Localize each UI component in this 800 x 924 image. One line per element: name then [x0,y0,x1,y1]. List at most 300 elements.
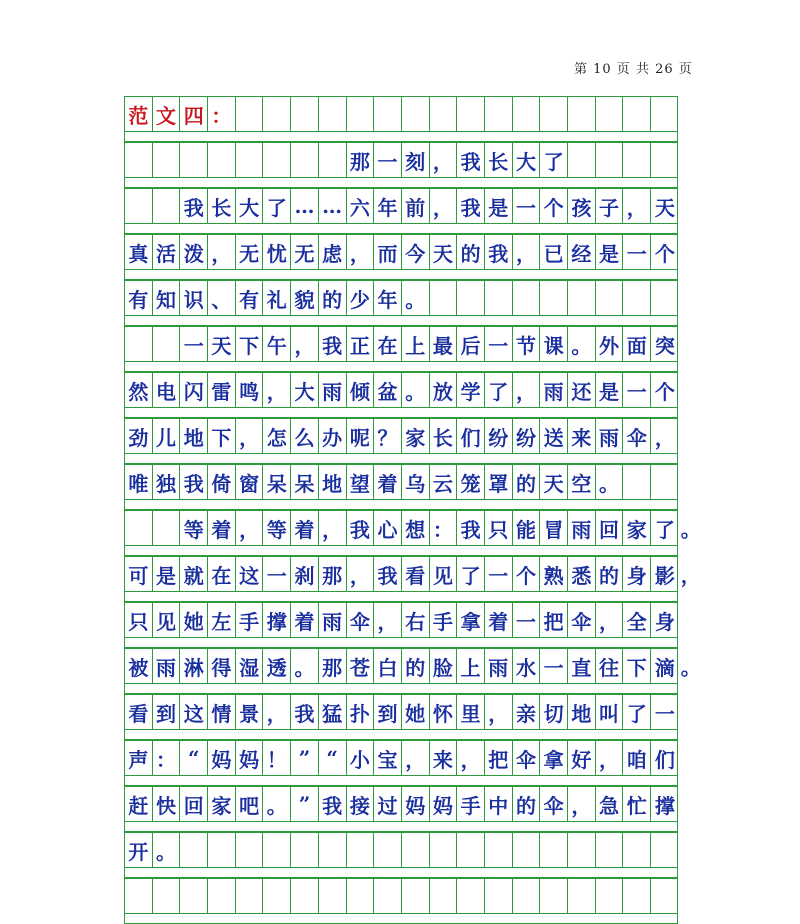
row-spacer [124,178,678,188]
grid-cell: 着 [485,603,513,637]
grid-cell [513,879,541,913]
grid-cell: 小 [347,741,375,775]
grid-cell: 我 [180,465,208,499]
grid-cell [651,143,679,177]
grid-cell: 地 [568,695,596,729]
grid-cell: 快 [153,787,181,821]
grid-cell: ， [291,327,319,361]
grid-cell: 雨 [540,373,568,407]
grid-cell [540,281,568,315]
grid-cell: 云 [430,465,458,499]
grid-cell: 已 [540,235,568,269]
grid-cell: 上 [457,649,485,683]
grid-cell [513,833,541,867]
grid-cell: 范 [125,97,153,131]
grid-cell: 盆 [374,373,402,407]
row-spacer [124,500,678,510]
grid-cell: 雨 [319,603,347,637]
text-row [124,188,678,224]
grid-cell: 我 [485,235,513,269]
grid-cell: 。 [153,833,181,867]
grid-cell: 把 [485,741,513,775]
row-spacer [124,684,678,694]
grid-cell: 中 [485,787,513,821]
grid-cell: 妈 [430,787,458,821]
grid-cell: “ [319,741,347,775]
grid-cell: 乌 [402,465,430,499]
grid-cell: 急 [596,787,624,821]
grid-cell: 吧 [236,787,264,821]
grid-cell: 下 [236,327,264,361]
grid-cell [568,879,596,913]
grid-cell [596,97,624,131]
grid-cell: 悉 [568,557,596,591]
grid-cell: 的 [402,649,430,683]
grid-cell [236,143,264,177]
grid-cell: “ [180,741,208,775]
grid-cell: 。 [402,281,430,315]
grid-cell: 了 。 [651,511,679,545]
grid-cell: 是 [596,373,624,407]
text-row [124,280,678,316]
grid-cell: 忧 [263,235,291,269]
grid-cell: 赶 [125,787,153,821]
row-spacer [124,822,678,832]
grid-cell: ， [596,603,624,637]
grid-cell [263,833,291,867]
grid-cell [263,97,291,131]
grid-cell: 是 [596,235,624,269]
grid-cell: 雨 [153,649,181,683]
grid-cell: 撑 [654,793,675,818]
grid-cell: 个 [654,241,675,266]
grid-cell [236,833,264,867]
grid-cell: 子 [596,189,624,223]
grid-cell [236,97,264,131]
grid-cell [485,833,513,867]
grid-cell [125,879,153,913]
grid-cell: 伞 [623,419,651,453]
row-spacer [124,592,678,602]
grid-cell [125,511,153,545]
heading-row [124,96,678,132]
grid-cell: 妈 [402,787,430,821]
grid-cell [430,833,458,867]
grid-cell: 礼 [263,281,291,315]
grid-cell [347,879,375,913]
grid-cell: … [319,189,347,223]
grid-cell [568,281,596,315]
grid-cell: 年 [374,281,402,315]
grid-cell: 纷 [485,419,513,453]
grid-cell [623,465,651,499]
grid-cell: 我 [319,327,347,361]
grid-cell: 前 [402,189,430,223]
grid-cell [291,97,319,131]
grid-cell: 白 [374,649,402,683]
grid-cell: 开 [125,833,153,867]
grid-cell: 家 [402,419,430,453]
grid-cell [180,833,208,867]
row-spacer [124,546,678,556]
row-spacer [124,914,678,924]
grid-cell: 一 [513,603,541,637]
grid-cell: 这 [180,695,208,729]
grid-cell: 直 [568,649,596,683]
grid-cell [402,833,430,867]
text-row [124,556,701,592]
grid-cell: 就 [180,557,208,591]
grid-cell: 叫 [596,695,624,729]
grid-cell: 一 [485,327,513,361]
grid-cell: ： [153,741,181,775]
grid-cell: ， [430,143,458,177]
grid-cell: 是 [153,557,181,591]
grid-cell [485,281,513,315]
grid-cell: 伞 [568,603,596,637]
grid-cell [208,879,236,913]
grid-cell: 声 [125,741,153,775]
grid-cell: ： [430,511,458,545]
grid-cell: 影 ， [651,557,679,591]
text-row [124,740,678,776]
grid-cell [236,879,264,913]
grid-cell: ， [263,695,291,729]
row-spacer [124,454,678,464]
grid-cell [596,833,624,867]
grid-cell: 节 [513,327,541,361]
grid-cell [513,97,541,131]
grid-cell: 伞 [513,741,541,775]
grid-cell: 儿 [153,419,181,453]
grid-cell [540,97,568,131]
grid-cell [623,281,651,315]
text-row [124,326,678,362]
grid-cell: 地 [180,419,208,453]
grid-cell: 课 [540,327,568,361]
grid-cell: 等 [263,511,291,545]
grid-cell: 我 [457,189,485,223]
grid-cell [457,97,485,131]
grid-cell: 手 [457,787,485,821]
grid-cell: 接 [347,787,375,821]
grid-cell: 正 [347,327,375,361]
grid-cell: 一 [513,189,541,223]
grid-cell: 大 [291,373,319,407]
grid-cell: ， [236,419,264,453]
grid-cell: 可 [125,557,153,591]
overflow-punctuation: 。 [680,517,701,542]
grid-cell: 貌 [291,281,319,315]
grid-cell [457,281,485,315]
grid-cell: 个 [513,557,541,591]
grid-cell: 独 [153,465,181,499]
grid-cell [568,833,596,867]
grid-cell: 雨 [319,373,347,407]
grid-cell: 。 [596,465,624,499]
grid-cell: 呢 [347,419,375,453]
grid-cell: 了 [623,695,651,729]
grid-cell: 大 [236,189,264,223]
grid-cell: 亲 [513,695,541,729]
grid-cell [347,833,375,867]
text-row [124,694,678,730]
grid-cell: 咱 [623,741,651,775]
grid-cell: 罩 [485,465,513,499]
grid-cell: ， [236,511,264,545]
grid-cell: 了 [540,143,568,177]
grid-cell: 刻 [402,143,430,177]
grid-cell [319,833,347,867]
grid-cell: 在 [208,557,236,591]
grid-cell: ” [291,787,319,821]
grid-cell: 在 [374,327,402,361]
grid-cell: 少 [347,281,375,315]
grid-cell [263,879,291,913]
title-row [124,142,678,178]
grid-cell: 我 [374,557,402,591]
grid-cell [623,879,651,913]
grid-cell: 一 [623,235,651,269]
grid-cell: 泼 [180,235,208,269]
grid-cell: 身 [623,557,651,591]
grid-cell [430,281,458,315]
text-row [124,372,678,408]
grid-cell: 下 [623,649,651,683]
grid-cell: 妈 [236,741,264,775]
grid-cell [153,511,181,545]
grid-cell [125,327,153,361]
grid-cell: 文 [153,97,181,131]
grid-cell: 突 [654,333,675,358]
grid-cell [651,465,679,499]
grid-cell: 想 [402,511,430,545]
grid-cell: 那 [319,557,347,591]
grid-cell: 雷 [208,373,236,407]
grid-cell: 好 [568,741,596,775]
grid-cell: 唯 [125,465,153,499]
grid-cell [596,143,624,177]
grid-cell [319,143,347,177]
grid-cell: 呆 [291,465,319,499]
grid-cell: 午 [263,327,291,361]
grid-cell: ， [347,235,375,269]
grid-cell: 我 [319,787,347,821]
grid-cell [430,879,458,913]
grid-cell [651,281,679,315]
grid-cell [374,97,402,131]
grid-cell: 送 [540,419,568,453]
grid-cell: 着 [291,603,319,637]
grid-cell: ， [263,373,291,407]
grid-cell: 年 [374,189,402,223]
grid-cell: 倾 [347,373,375,407]
grid-cell: 有 [125,281,153,315]
text-row [124,832,678,868]
text-row [124,510,701,546]
grid-cell: 长 [485,143,513,177]
grid-cell: 的 [457,235,485,269]
grid-cell: 天 [540,465,568,499]
grid-cell: 倚 [208,465,236,499]
grid-cell: 淋 [180,649,208,683]
grid-cell [153,327,181,361]
grid-cell: 四 [180,97,208,131]
row-spacer [124,132,678,142]
grid-cell: ， [654,425,675,450]
grid-cell: 着 [208,511,236,545]
grid-cell [596,281,624,315]
grid-cell: 拿 [457,603,485,637]
grid-cell: 情 [208,695,236,729]
grid-cell: 么 [291,419,319,453]
grid-cell: ， [513,373,541,407]
grid-cell: 全 [623,603,651,637]
grid-cell: 空 [568,465,596,499]
grid-cell: 妈 [208,741,236,775]
grid-cell [623,143,651,177]
grid-cell: 回 [596,511,624,545]
grid-cell: 回 [180,787,208,821]
grid-cell [540,879,568,913]
grid-cell: 的 [513,465,541,499]
grid-cell: 伞 [347,603,375,637]
grid-cell: ： [208,97,236,131]
grid-cell: 六 [347,189,375,223]
grid-cell [540,833,568,867]
grid-cell: 见 [430,557,458,591]
grid-cell: 天 [430,235,458,269]
grid-cell: 家 [208,787,236,821]
grid-cell: 们 [654,747,675,772]
grid-cell: 一 [623,373,651,407]
grid-cell: 我 [291,695,319,729]
grid-cell: 望 [347,465,375,499]
grid-cell: 景 [236,695,264,729]
grid-cell [623,833,651,867]
grid-cell [347,97,375,131]
grid-cell: 苍 [347,649,375,683]
grid-cell: 、 [208,281,236,315]
row-spacer [124,868,678,878]
grid-cell [402,97,430,131]
grid-cell [596,879,624,913]
grid-cell: 个 [654,379,675,404]
grid-cell: 。 [568,327,596,361]
grid-cell: 把 [540,603,568,637]
grid-cell: 右 [402,603,430,637]
grid-cell: 看 [402,557,430,591]
grid-cell: ， [596,741,624,775]
grid-cell: 识 [180,281,208,315]
grid-cell: 最 [430,327,458,361]
grid-cell: 劲 [125,419,153,453]
grid-cell: 只 [485,511,513,545]
grid-cell: 闪 [180,373,208,407]
grid-cell: 一 [263,557,291,591]
grid-cell: 然 [125,373,153,407]
grid-cell: ？ [374,419,402,453]
grid-cell: 身 [654,609,675,634]
grid-cell: 水 [513,649,541,683]
grid-cell: 切 [540,695,568,729]
grid-paper [124,96,701,904]
grid-cell: 而 [374,235,402,269]
grid-cell: 怎 [263,419,291,453]
grid-cell [623,97,651,131]
grid-cell: 滴 。 [651,649,679,683]
grid-cell [180,879,208,913]
grid-cell: 。 [263,787,291,821]
text-row [124,878,678,914]
grid-cell: 看 [125,695,153,729]
grid-cell: 雨 [596,419,624,453]
grid-cell: 大 [513,143,541,177]
grid-cell [568,143,596,177]
text-row [124,234,678,270]
grid-cell: 的 [319,281,347,315]
grid-cell: 天 [208,327,236,361]
grid-cell: ， [374,603,402,637]
grid-cell [568,97,596,131]
grid-cell: 猛 [319,695,347,729]
grid-cell: 手 [430,603,458,637]
grid-cell [291,879,319,913]
grid-cell: 窗 [236,465,264,499]
grid-cell [513,281,541,315]
grid-cell: 被 [125,649,153,683]
grid-cell: 无 [236,235,264,269]
grid-cell: ， [319,511,347,545]
grid-cell: 今 [402,235,430,269]
grid-cell: 来 [430,741,458,775]
grid-cell: 上 [402,327,430,361]
grid-cell: 孩 [568,189,596,223]
text-row [124,464,678,500]
grid-cell [402,879,430,913]
grid-cell: 那 [347,143,375,177]
grid-cell [374,879,402,913]
grid-cell: 到 [374,695,402,729]
grid-cell [153,879,181,913]
grid-cell: 一 [374,143,402,177]
grid-cell: 雨 [485,649,513,683]
grid-cell: ， [402,741,430,775]
grid-cell: 撑 [263,603,291,637]
grid-cell: 活 [153,235,181,269]
row-spacer [124,408,678,418]
grid-cell: 拿 [540,741,568,775]
grid-cell: ， [623,189,651,223]
grid-cell: 了 [263,189,291,223]
grid-cell [457,879,485,913]
grid-cell: 了 [485,373,513,407]
grid-cell: 着 [374,465,402,499]
grid-cell: ， [457,741,485,775]
grid-cell [651,879,679,913]
grid-cell: 一 [485,557,513,591]
grid-cell: 纷 [513,419,541,453]
grid-cell: 我 [180,189,208,223]
grid-cell [291,143,319,177]
grid-cell: 那 [319,649,347,683]
grid-cell: 后 [457,327,485,361]
grid-cell [125,189,153,223]
grid-cell: 长 [430,419,458,453]
grid-cell: 经 [568,235,596,269]
grid-cell: 到 [153,695,181,729]
grid-cell: 个 [540,189,568,223]
